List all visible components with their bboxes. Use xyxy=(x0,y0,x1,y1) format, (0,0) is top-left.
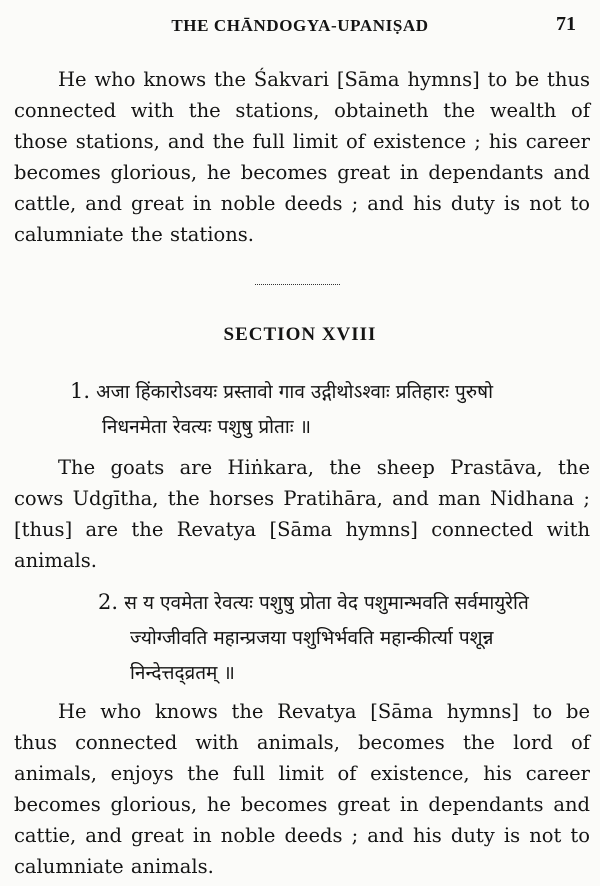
section-heading: SECTION XVIII xyxy=(223,324,377,345)
text-line: animals. xyxy=(14,549,97,572)
text-line: calumniate the stations. xyxy=(14,223,255,246)
page-number: 71 xyxy=(556,13,576,35)
paragraph-revatya-animals xyxy=(14,452,590,576)
section-divider xyxy=(255,284,340,285)
paragraph-sakvari xyxy=(14,64,590,250)
sanskrit-verse-1 xyxy=(70,374,590,445)
running-header: THE CHĀNDOGYA-UPANIṢAD xyxy=(171,16,429,35)
text-line: connected with the stations, obtaineth the wealth of xyxy=(14,99,590,122)
verse-text: स य एवमेता रेवत्यः पशुषु प्रोता वेद पशुमान्भवति सर्वमायुरेति xyxy=(124,592,529,614)
text-line: becomes glorious, he becomes great in dependants and xyxy=(14,161,590,184)
text-line: becomes glorious, he becomes great in dependants and xyxy=(14,793,590,816)
text-line: cows Udgītha, the horses Pratihāra, and man Nidhana ; xyxy=(14,487,590,510)
verse-line: निधनमेता रेवत्यः पशुषु प्रोताः ॥ xyxy=(102,416,312,438)
verse-line: निन्देत्तद्व्रतम् ॥ xyxy=(130,662,235,684)
text-line: He who knows the Śakvari [Sāma hymns] to be thus xyxy=(58,68,590,91)
text-line: The goats are Hiṅkara, the sheep Prastāva, the xyxy=(58,456,590,479)
paragraph-revatya-lord xyxy=(14,696,590,882)
verse-number: 2. xyxy=(98,590,119,614)
text-line: those stations, and the full limit of existence ; his career xyxy=(14,130,590,153)
text-line: thus connected with animals, becomes the lord of xyxy=(14,731,590,754)
text-line: cattle, and great in noble deeds ; and his duty is not to xyxy=(14,192,590,215)
text-line: calumniate animals. xyxy=(14,855,214,878)
sanskrit-verse-2 xyxy=(98,585,592,691)
text-line: cattie, and great in noble deeds ; and his duty is not to xyxy=(14,824,590,847)
verse-text: अजा हिंकारोऽवयः प्रस्तावो गाव उद्गीथोऽश्वाः प्रतिहारः पुरुषो xyxy=(96,381,494,403)
verse-line xyxy=(98,585,592,621)
text-line: He who knows the Revatya [Sāma hymns] to be xyxy=(58,700,590,723)
text-line: [thus] are the Revatya [Sāma hymns] connected with xyxy=(14,518,590,541)
text-line: animals, enjoys the full limit of existence, his career xyxy=(14,762,590,785)
verse-line: ज्योग्जीवति महान्प्रजया पशुभिर्भवति महान्कीर्त्या पशून्न xyxy=(130,627,494,649)
verse-number: 1. xyxy=(70,379,91,403)
verse-line xyxy=(70,374,590,410)
